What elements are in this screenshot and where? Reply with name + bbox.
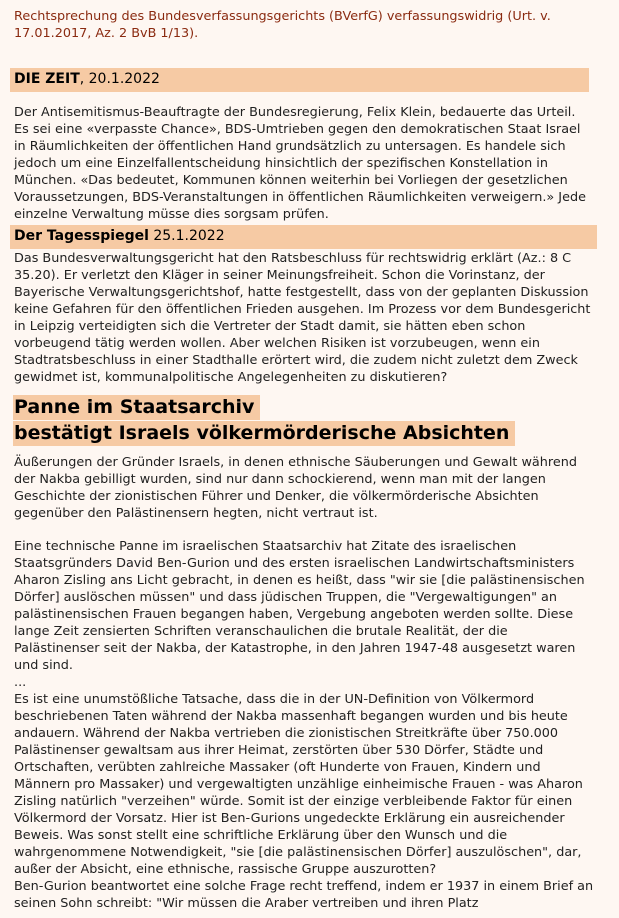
article-title-text-1: Panne im Staatsarchiv [13, 395, 260, 420]
article-paragraph-2: Eine technische Panne im israelischen Staatsarchiv hat Zitate des israelischen Staatsgründers David Ben-Gurion und des ersten israelischen Landwirtschaftsministers Aharon Zisling ans Licht gebracht, in denen es heißt, dass "wir sie [die palästinensischen Dörfer] auslöschen müssen" und dass jüdischen Truppen, die "Vergewaltigungen" an palästinensischen Frauen begangen haben, Vergebung angeboten werden sollte. Diese lange Zeit zensierten Schriften veranschaulichen die brutale Realität, der die Palästinenser seit der Nakba, der Katastrophe, in den Jahren 1947-48 ausgesetzt waren und sind. [14, 539, 585, 673]
article-title [14, 394, 594, 446]
source-name-tagesspiegel: Der Tagesspiegel [14, 228, 149, 244]
section-header-tagesspiegel [10, 225, 597, 249]
section-header-zeit [10, 68, 589, 92]
article-paragraph-1: Äußerungen der Gründer Israels, in denen ethnische Säuberungen und Gewalt während der Nakba gebilligt wurden, sind nur dann schockierend, wenn man mit der langen Geschichte der zionistischen Führer und Denker, die völkermörderische Absichten gegenüber den Palästinensern hegten, nicht vertraut ist. [14, 455, 577, 521]
ellipsis-line: ... [14, 675, 27, 690]
source-name-zeit: DIE ZEIT [14, 71, 80, 87]
intro-paragraph: Rechtsprechung des Bundesverfassungsgerichts (BVerfG) verfassungswidrig (Urt. v. 17.01.2017, Az. 2 BvB 1/13). [14, 9, 551, 41]
article-paragraph-4: Ben-Gurion beantwortet eine solche Frage recht treffend, indem er 1937 in einem Brief an seinen Sohn schreibt: "Wir müssen die Araber vertreiben und ihren Platz [14, 879, 594, 911]
source-date-tagesspiegel: 25.1.2022 [148, 228, 225, 244]
source-date-zeit: , 20.1.2022 [79, 71, 160, 87]
article-paragraph-3: Es ist eine unumstößliche Tatsache, dass die in der UN-Definition von Völkermord beschriebenen Taten während der Nakba massenhaft begangen wurden und bis heute andauern. Während der Nakba vertrieben die zionistischen Streitkräfte über 750.000 Palästinenser gewaltsam aus ihrer Heimat, zerstörten über 530 Dörfer, Städte und Ortschaften, verübten zahlreiche Massaker (oft Hunderte von Frauen, Kindern und Männern pro Massaker) und vergewaltigten unzählige einheimische Frauen - was Aharon Zisling natürlich "verzeihen" würde. Somit ist der einzige verbleibende Faktor für einen Völkermord der Vorsatz. Hier ist Ben-Gurions ungedeckte Erklärung ein ausreichender Beweis. Was sonst stellt eine schriftliche Erklärung über den Wunsch und die wahrgenommene Notwendigkeit, "sie [die palästinensischen Dörfer] auszulöschen", dar, außer der Absicht, eine ethnische, rassische Gruppe auszurotten? [14, 692, 583, 877]
zeit-paragraph: Der Antisemitismus-Beauftragte der Bundesregierung, Felix Klein, bedauerte das Urteil. Es sei eine «verpasste Chance», BDS-Umtrieben gegen den demokratischen Staat Israel in Räumlichkeiten der öffentlichen Hand grundsätzlich zu untersagen. Es handele sich jedoch um eine Einzelfallentscheidung hinsichtlich der spezifischen Konstellation in München. «Das bedeutet, Kommunen können weiterhin bei Vorliegen der gesetzlichen Voraussetzungen, BDS-Veranstaltungen in öffentlichen Räumlichkeiten verweigern.» Jede einzelne Verwaltung müsse dies sorgsam prüfen. [14, 105, 586, 222]
article-title-text-2: bestätigt Israels völkermörderische Absichten [13, 421, 515, 446]
article-title-line-1 [14, 394, 594, 420]
article-title-line-2 [14, 420, 594, 446]
tagesspiegel-paragraph: Das Bundesverwaltungsgericht hat den Ratsbeschluss für rechtswidrig erklärt (Az.: 8 C 35.20). Er verletzt den Kläger in seiner Meinungsfreiheit. Schon die Vorinstanz, der Bayerische Verwaltungsgerichtshof, hatte festgestellt, dass von der geplanten Diskussion keine Gefahren für den öffentlichen Frieden ausgehen. Im Prozess vor dem Bundesgericht in Leipzig verteidigten sich die Vertreter der Stadt damit, sie hätten eben schon vorbeugend tätig werden wollen. Aber welchen Risiken ist vorzubeugen, wenn ein Stadtratsbeschluss in einer Stadthalle erörtert wird, die zudem nicht zuletzt dem Zweck gewidmet ist, kommunalpolitische Angelegenheiten zu diskutieren? [14, 251, 591, 385]
